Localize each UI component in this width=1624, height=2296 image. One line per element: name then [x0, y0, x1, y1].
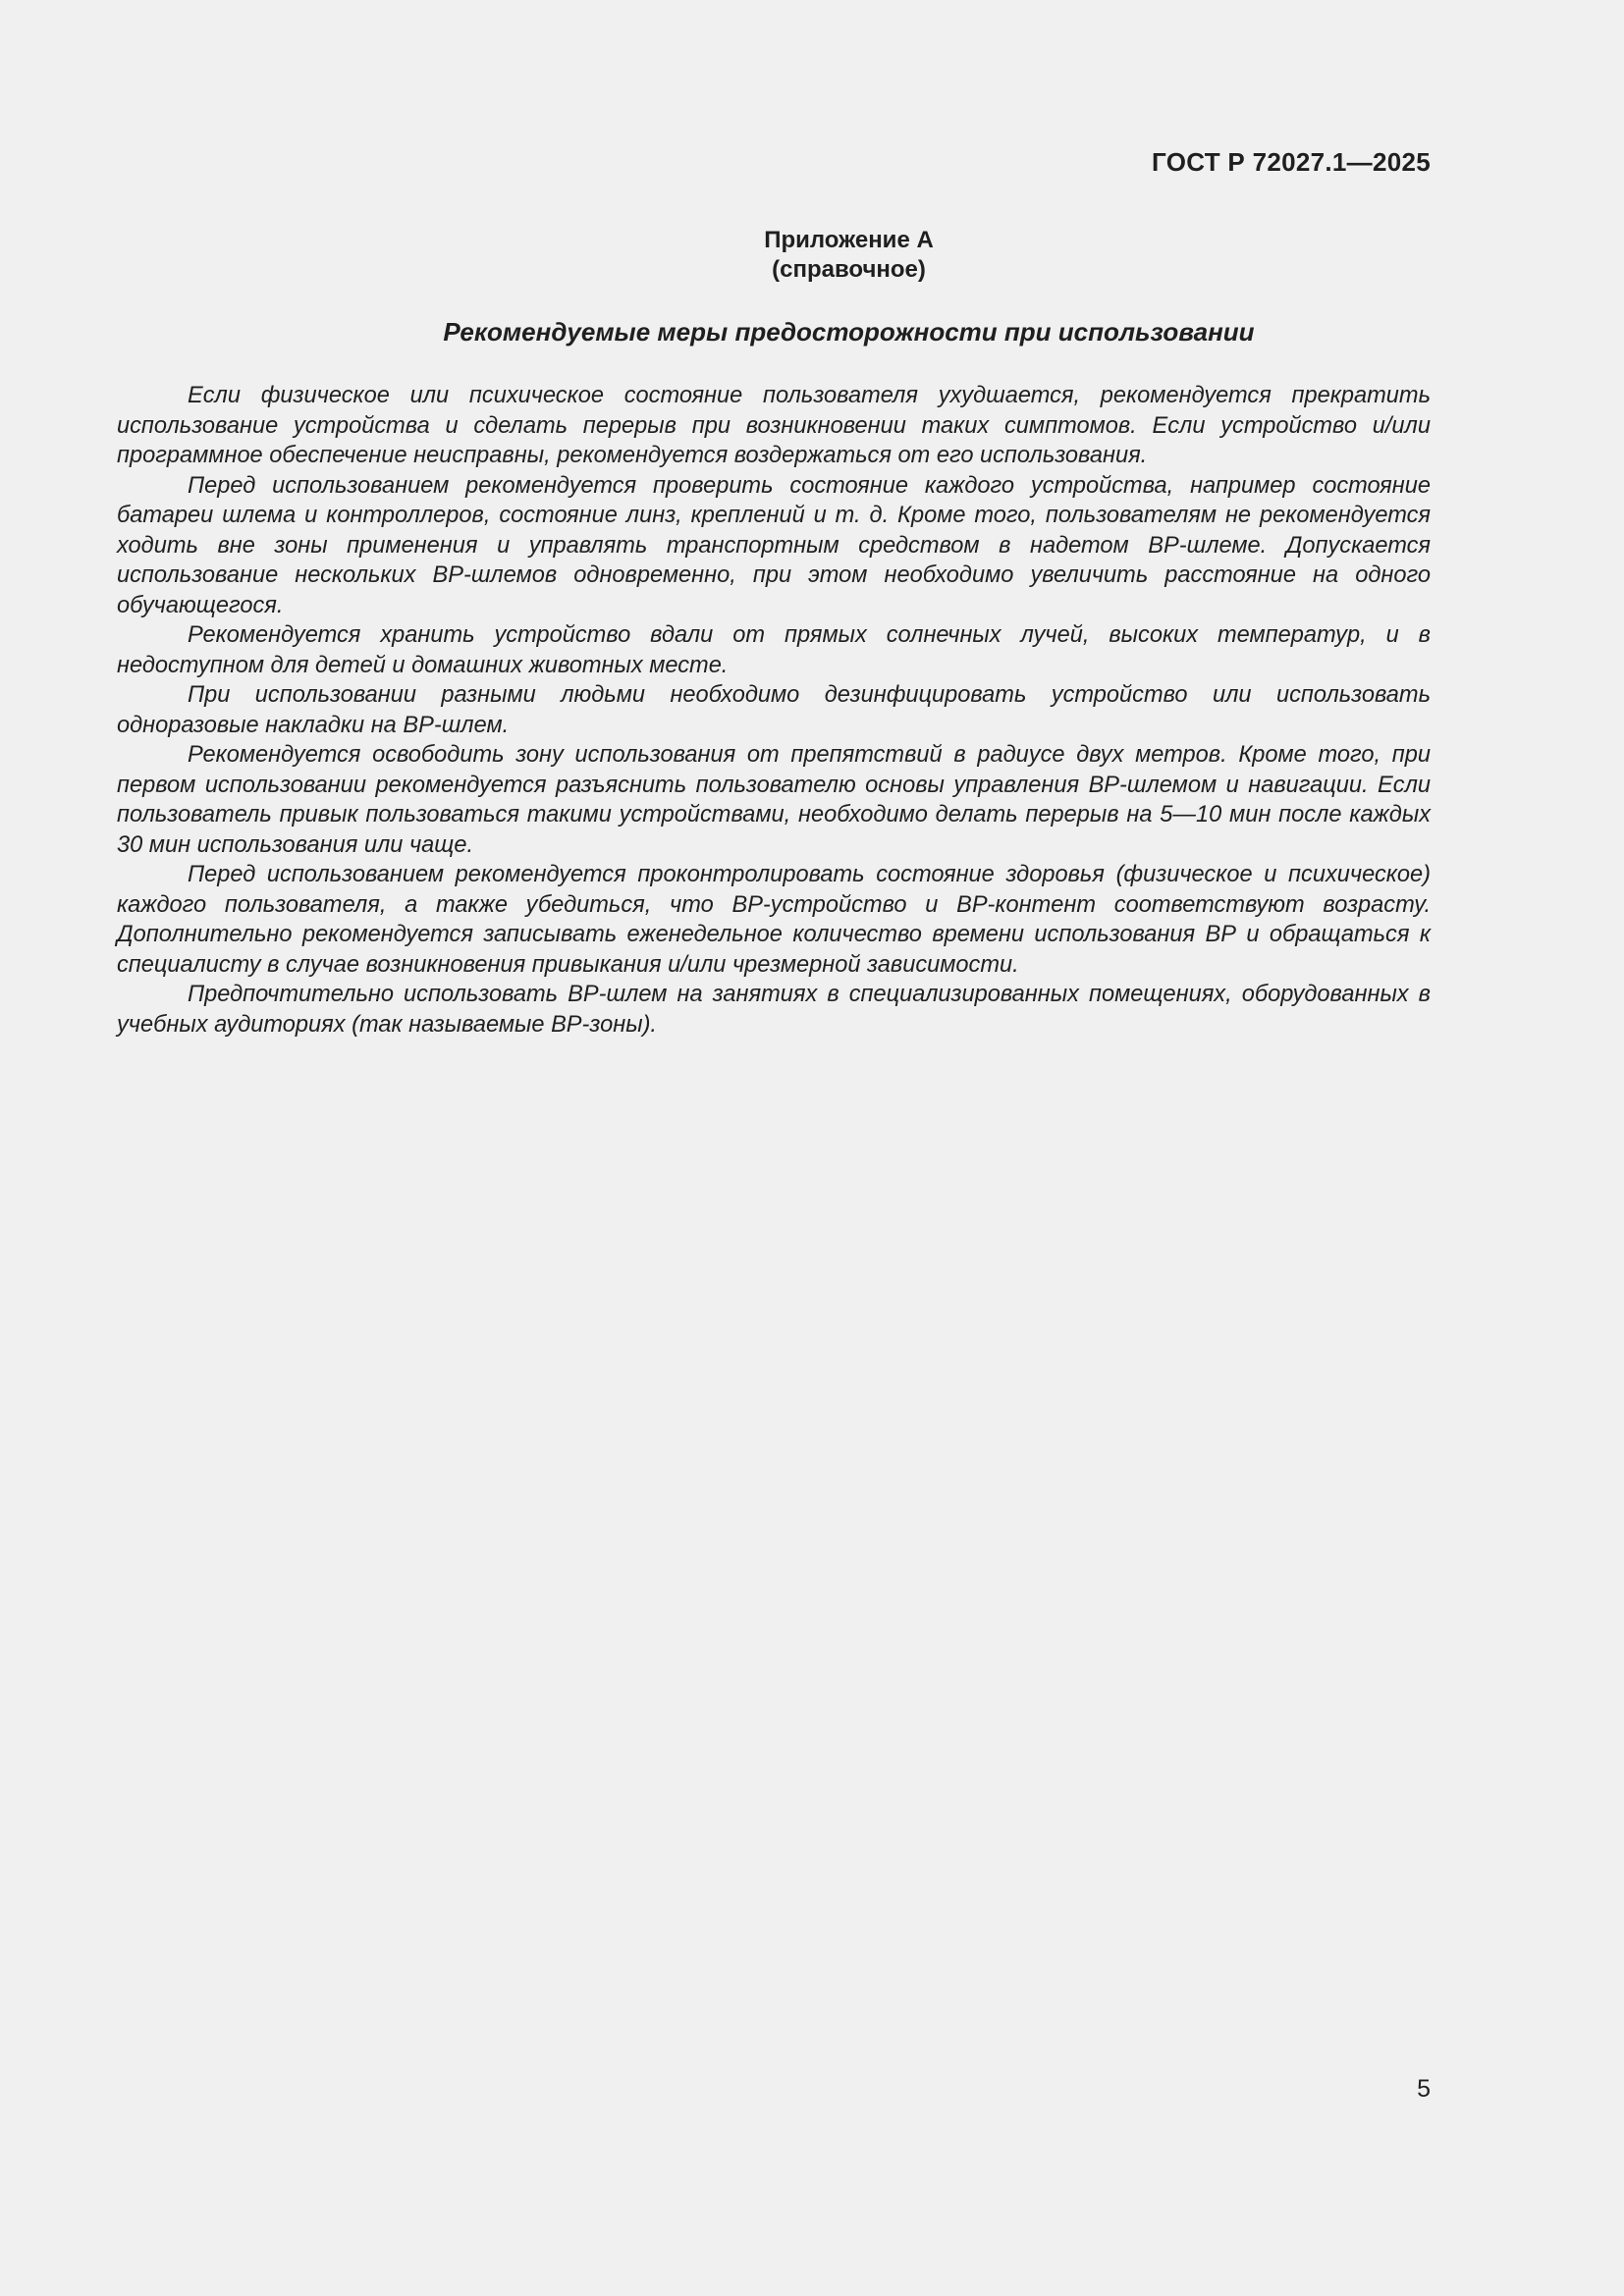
body-text: [117, 381, 1431, 1040]
paragraph: Рекомендуется освободить зону использования от препятствий в радиусе двух метров. Кроме того, при первом использовании рекомендуется разъяснить пользователю основы управления ВР-шлемом и навигации. Если пользователь привык пользоваться такими устройствами, необходимо делать перерыв на 5—10 мин после каждых 30 мин использования или чаще.: [117, 742, 1431, 858]
paragraph: Предпочтительно использовать ВР-шлем на занятиях в специализированных помещениях, оборудованных в учебных аудиториях (так называемые ВР-зоны).: [117, 982, 1431, 1038]
paragraph: Перед использованием рекомендуется проверить состояние каждого устройства, например состояние батареи шлема и контроллеров, состояние линз, креплений и т. д. Кроме того, пользователям не рекомендуется ходить вне зоны применения и управлять транспортным средством в надетом ВР-шлеме. Допускается использование нескольких ВР-шлемов одновременно, при этом необходимо увеличить расстояние на одного обучающегося.: [117, 472, 1431, 618]
paragraph: При использовании разными людьми необходимо дезинфицировать устройство или использовать одноразовые накладки на ВР-шлем.: [117, 682, 1431, 738]
appendix-heading: [0, 226, 1624, 285]
standard-number: ГОСТ Р 72027.1—2025: [1152, 147, 1431, 177]
paragraph: Рекомендуется хранить устройство вдали от прямых солнечных лучей, высоких температур, и в недоступном для детей и домашних животных месте.: [117, 622, 1431, 678]
section-title-wrapper: [0, 317, 1624, 347]
page-number: 5: [1417, 2075, 1431, 2103]
appendix-title: Приложение А: [764, 227, 934, 253]
appendix-subtitle: (справочное): [772, 256, 926, 283]
paragraph: Если физическое или психическое состояние пользователя ухудшается, рекомендуется прекратить использование устройства и сделать перерыв при возникновении таких симптомов. Если устройство и/или программное обеспечение неисправны, рекомендуется воздержаться от его использования.: [117, 383, 1431, 468]
section-title: Рекомендуемые меры предосторожности при использовании: [443, 317, 1255, 347]
paragraph: Перед использованием рекомендуется проконтролировать состояние здоровья (физическое и психическое) каждого пользователя, а также убедиться, что ВР-устройство и ВР-контент соответствуют возрасту. Дополнительно рекомендуется записывать еженедельное количество времени использования ВР и обращаться к специалисту в случае возникновения привыкания и/или чрезмерной зависимости.: [117, 862, 1431, 978]
